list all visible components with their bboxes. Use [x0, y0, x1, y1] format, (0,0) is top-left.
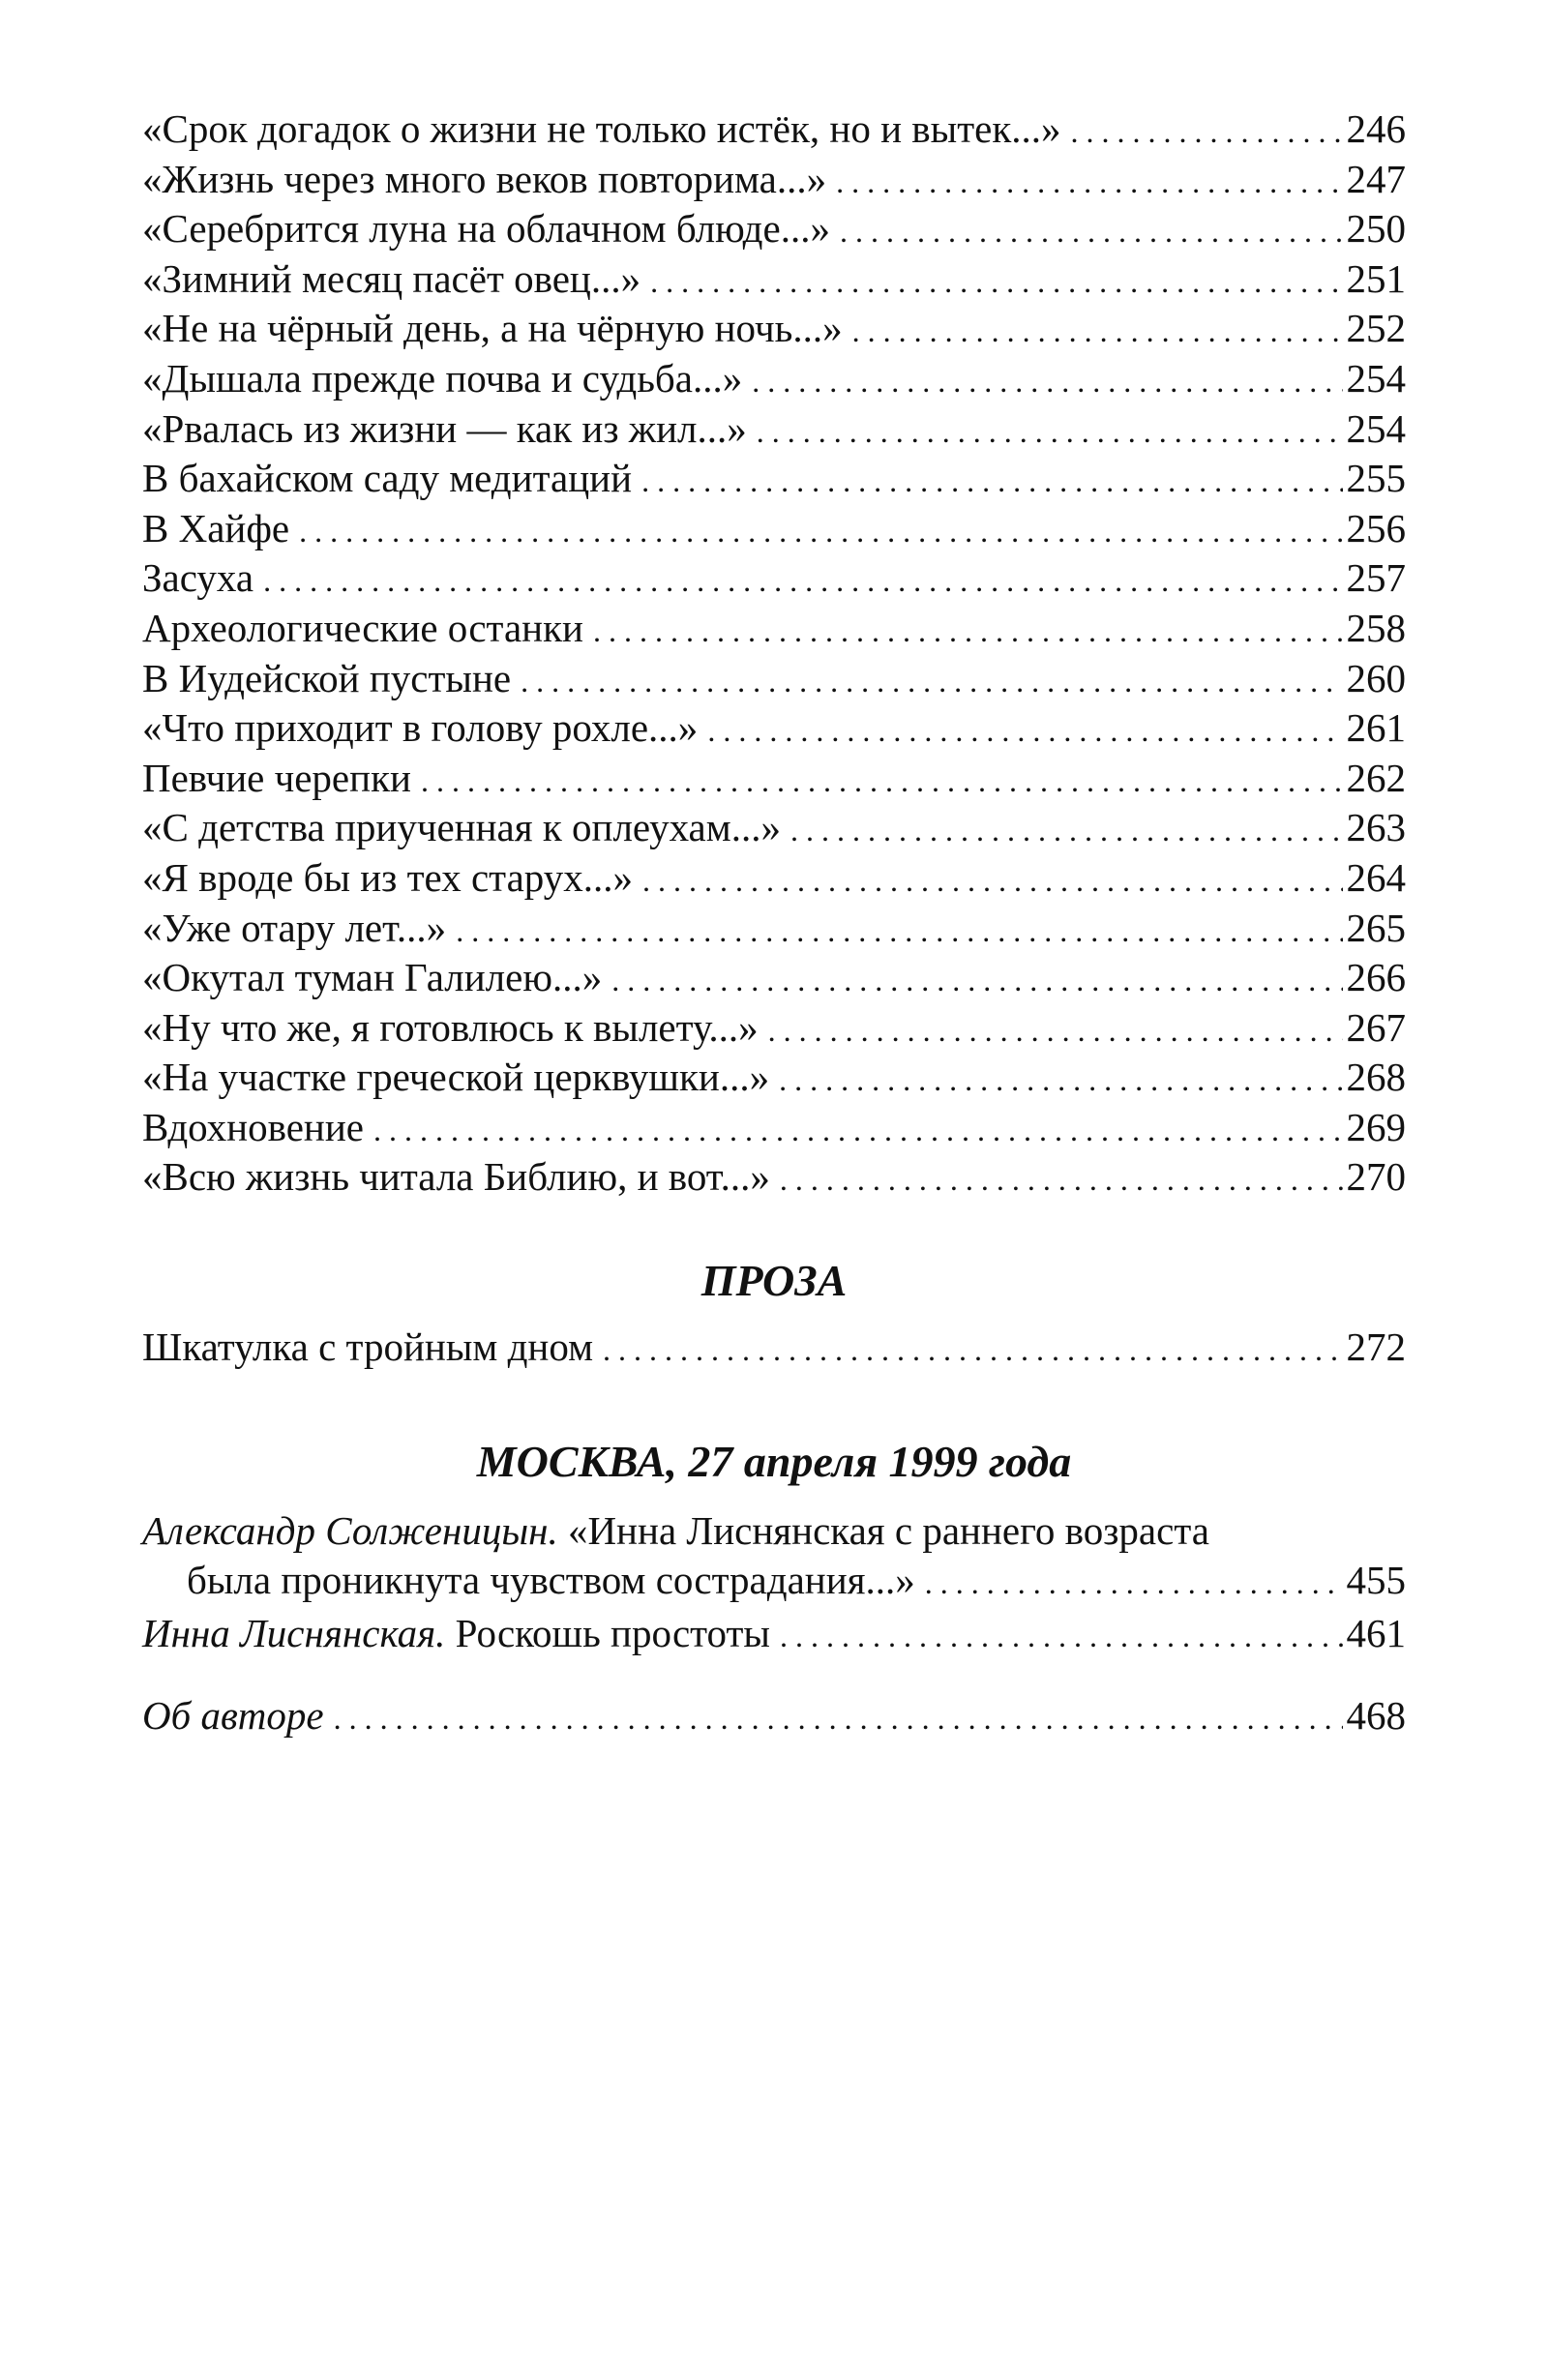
toc-entry-page: 254 [1346, 355, 1406, 401]
dot-leader [779, 1056, 1342, 1106]
toc-entry-title: «Инна Лиснянская с раннего возраста [557, 1507, 1209, 1553]
toc-entry-page: 260 [1346, 655, 1406, 700]
moscow-list [142, 1506, 1406, 1659]
toc-entry-title: «Не на чёрный день, а на чёрную ночь...» [142, 306, 843, 351]
toc-entry [142, 904, 1406, 954]
toc-entry-page: 247 [1346, 156, 1406, 201]
toc-entry [142, 204, 1406, 254]
toc-entry-page: 254 [1346, 405, 1406, 451]
toc-entry-page: 258 [1346, 605, 1406, 650]
toc-entry [142, 853, 1406, 904]
dot-leader [299, 507, 1342, 557]
dot-leader [611, 956, 1342, 1006]
toc-entry-about-author [142, 1691, 1406, 1741]
toc-entry-page: 272 [1346, 1324, 1406, 1370]
toc-entry-page: 257 [1346, 555, 1406, 601]
dot-leader [790, 806, 1343, 856]
dot-leader [768, 1006, 1343, 1056]
toc-entry-title: «Дышала прежде почва и судьба...» [142, 355, 743, 401]
prose-list [142, 1323, 1406, 1373]
toc-entry-page: 261 [1346, 705, 1406, 751]
toc-entry-title: Археологические останки [142, 605, 583, 650]
toc-entry-title: «Срок догадок о жизни не только истёк, но и вытек...» [142, 106, 1061, 151]
toc-entry-page: 251 [1346, 255, 1406, 301]
toc-entry-page: 266 [1346, 955, 1406, 1000]
dot-leader [603, 1325, 1342, 1376]
toc-entry [142, 404, 1406, 455]
toc-entry-title: Шкатулка с тройным дном [142, 1324, 594, 1370]
dot-leader [852, 307, 1343, 357]
toc-entry [142, 654, 1406, 704]
toc-entry-title: В Иудейской пустыне [142, 655, 512, 700]
dot-leader [593, 607, 1343, 657]
toc-entry-title: «Ну что же, я готовлюсь к вылету...» [142, 1004, 759, 1050]
dot-leader [642, 856, 1343, 907]
toc-entry-title: «Уже отару лет...» [142, 905, 447, 950]
toc-entry [142, 504, 1406, 554]
toc-entry-page: 256 [1346, 505, 1406, 550]
dot-leader [780, 1155, 1343, 1205]
toc-entry-page: 267 [1346, 1004, 1406, 1050]
toc-entry [142, 953, 1406, 1003]
dot-leader [263, 556, 1342, 607]
toc-entry-page: 264 [1346, 854, 1406, 900]
toc-entry [142, 803, 1406, 853]
toc-entry [142, 254, 1406, 305]
toc-entry-title: Об авторе [142, 1693, 324, 1739]
toc-entry [142, 553, 1406, 604]
toc-entry-solzhenitsyn [142, 1506, 1406, 1609]
dot-leader [521, 657, 1342, 707]
section-heading-moscow: МОСКВА, 27 апреля 1999 года [476, 1436, 1072, 1486]
toc-entry [142, 1103, 1406, 1153]
toc-entry-page: 461 [1346, 1610, 1406, 1655]
poems-list [142, 104, 1406, 1203]
toc-entry-title-text: Роскошь простоты [445, 1610, 770, 1655]
toc-entry-title: «Рвалась из жизни — как из жил...» [142, 405, 747, 451]
toc-entry-page: 265 [1346, 905, 1406, 950]
toc-entry-page: 269 [1346, 1104, 1406, 1149]
toc-entry-page: 455 [1346, 1558, 1406, 1603]
toc-entry-title: В бахайском саду медитаций [142, 456, 633, 501]
toc-entry [142, 155, 1406, 205]
toc-entry-page: 255 [1346, 456, 1406, 501]
toc-entry-page: 252 [1346, 306, 1406, 351]
dot-leader [780, 1612, 1343, 1662]
toc-entry [142, 604, 1406, 654]
dot-leader [650, 257, 1342, 308]
toc-entry [142, 1053, 1406, 1103]
toc-entry-line [142, 1506, 1406, 1557]
toc-entry-title: «С детства приученная к оплеухам...» [142, 805, 781, 850]
toc-entry-page: 262 [1346, 755, 1406, 800]
toc-entry-line [142, 1556, 1406, 1609]
toc-entry-title: В Хайфе [142, 505, 290, 550]
toc-entry-lisnyanskaya [142, 1609, 1406, 1659]
toc-entry-title-continued: была проникнута чувством сострадания...» [187, 1558, 915, 1603]
dot-leader [456, 907, 1342, 957]
toc-entry [142, 454, 1406, 504]
dot-leader [840, 207, 1343, 257]
author-name: Инна Лиснянская. [142, 1610, 446, 1655]
toc-entry [142, 1003, 1406, 1054]
dot-leader [752, 357, 1342, 407]
toc-entry-page: 270 [1346, 1154, 1406, 1200]
toc-entry-title: «Что приходит в голову рохле...» [142, 705, 699, 751]
toc-entry-title [142, 1609, 780, 1659]
dot-leader [1071, 107, 1343, 158]
toc-entry-title: Засуха [142, 555, 254, 601]
toc-entry [142, 104, 1406, 155]
toc-entry [142, 1152, 1406, 1203]
toc-entry-title: Вдохновение [142, 1104, 365, 1149]
toc-entry-title: «Жизнь через много веков повторима...» [142, 156, 827, 201]
toc-entry [142, 1323, 1406, 1373]
toc-entry-page: 268 [1346, 1055, 1406, 1100]
toc-entry-title: «Зимний месяц пасёт овец...» [142, 255, 641, 301]
toc-entry [142, 754, 1406, 804]
dot-leader [707, 706, 1342, 757]
dot-leader [836, 158, 1342, 208]
dot-leader [641, 457, 1342, 507]
toc-entry [142, 703, 1406, 754]
toc-entry-title: «Серебрится луна на облачном блюде...» [142, 206, 830, 252]
section-heading-prose: ПРОЗА [700, 1256, 848, 1306]
toc-entry-title: «Я вроде бы из тех старух...» [142, 854, 633, 900]
toc-entry-title: «Всю жизнь читала Библию, и вот...» [142, 1154, 770, 1200]
dot-leader [757, 407, 1343, 458]
toc-entry-page: 246 [1346, 106, 1406, 151]
toc-entry-page: 250 [1346, 206, 1406, 252]
author-name: Александр Солженицын. [142, 1507, 558, 1553]
toc-entry-page: 263 [1346, 805, 1406, 850]
toc-entry [142, 354, 1406, 404]
dot-leader [421, 757, 1343, 807]
toc-entry-title: Певчие черепки [142, 755, 411, 800]
toc-entry-page: 468 [1346, 1693, 1406, 1739]
dot-leader [373, 1106, 1342, 1156]
toc-entry [142, 304, 1406, 354]
dot-leader [334, 1694, 1343, 1744]
toc-entry-title: «На участке греческой церквушки...» [142, 1055, 770, 1100]
toc-page [142, 104, 1406, 1741]
dot-leader [925, 1559, 1343, 1609]
toc-entry-title: «Окутал туман Галилею...» [142, 955, 603, 1000]
